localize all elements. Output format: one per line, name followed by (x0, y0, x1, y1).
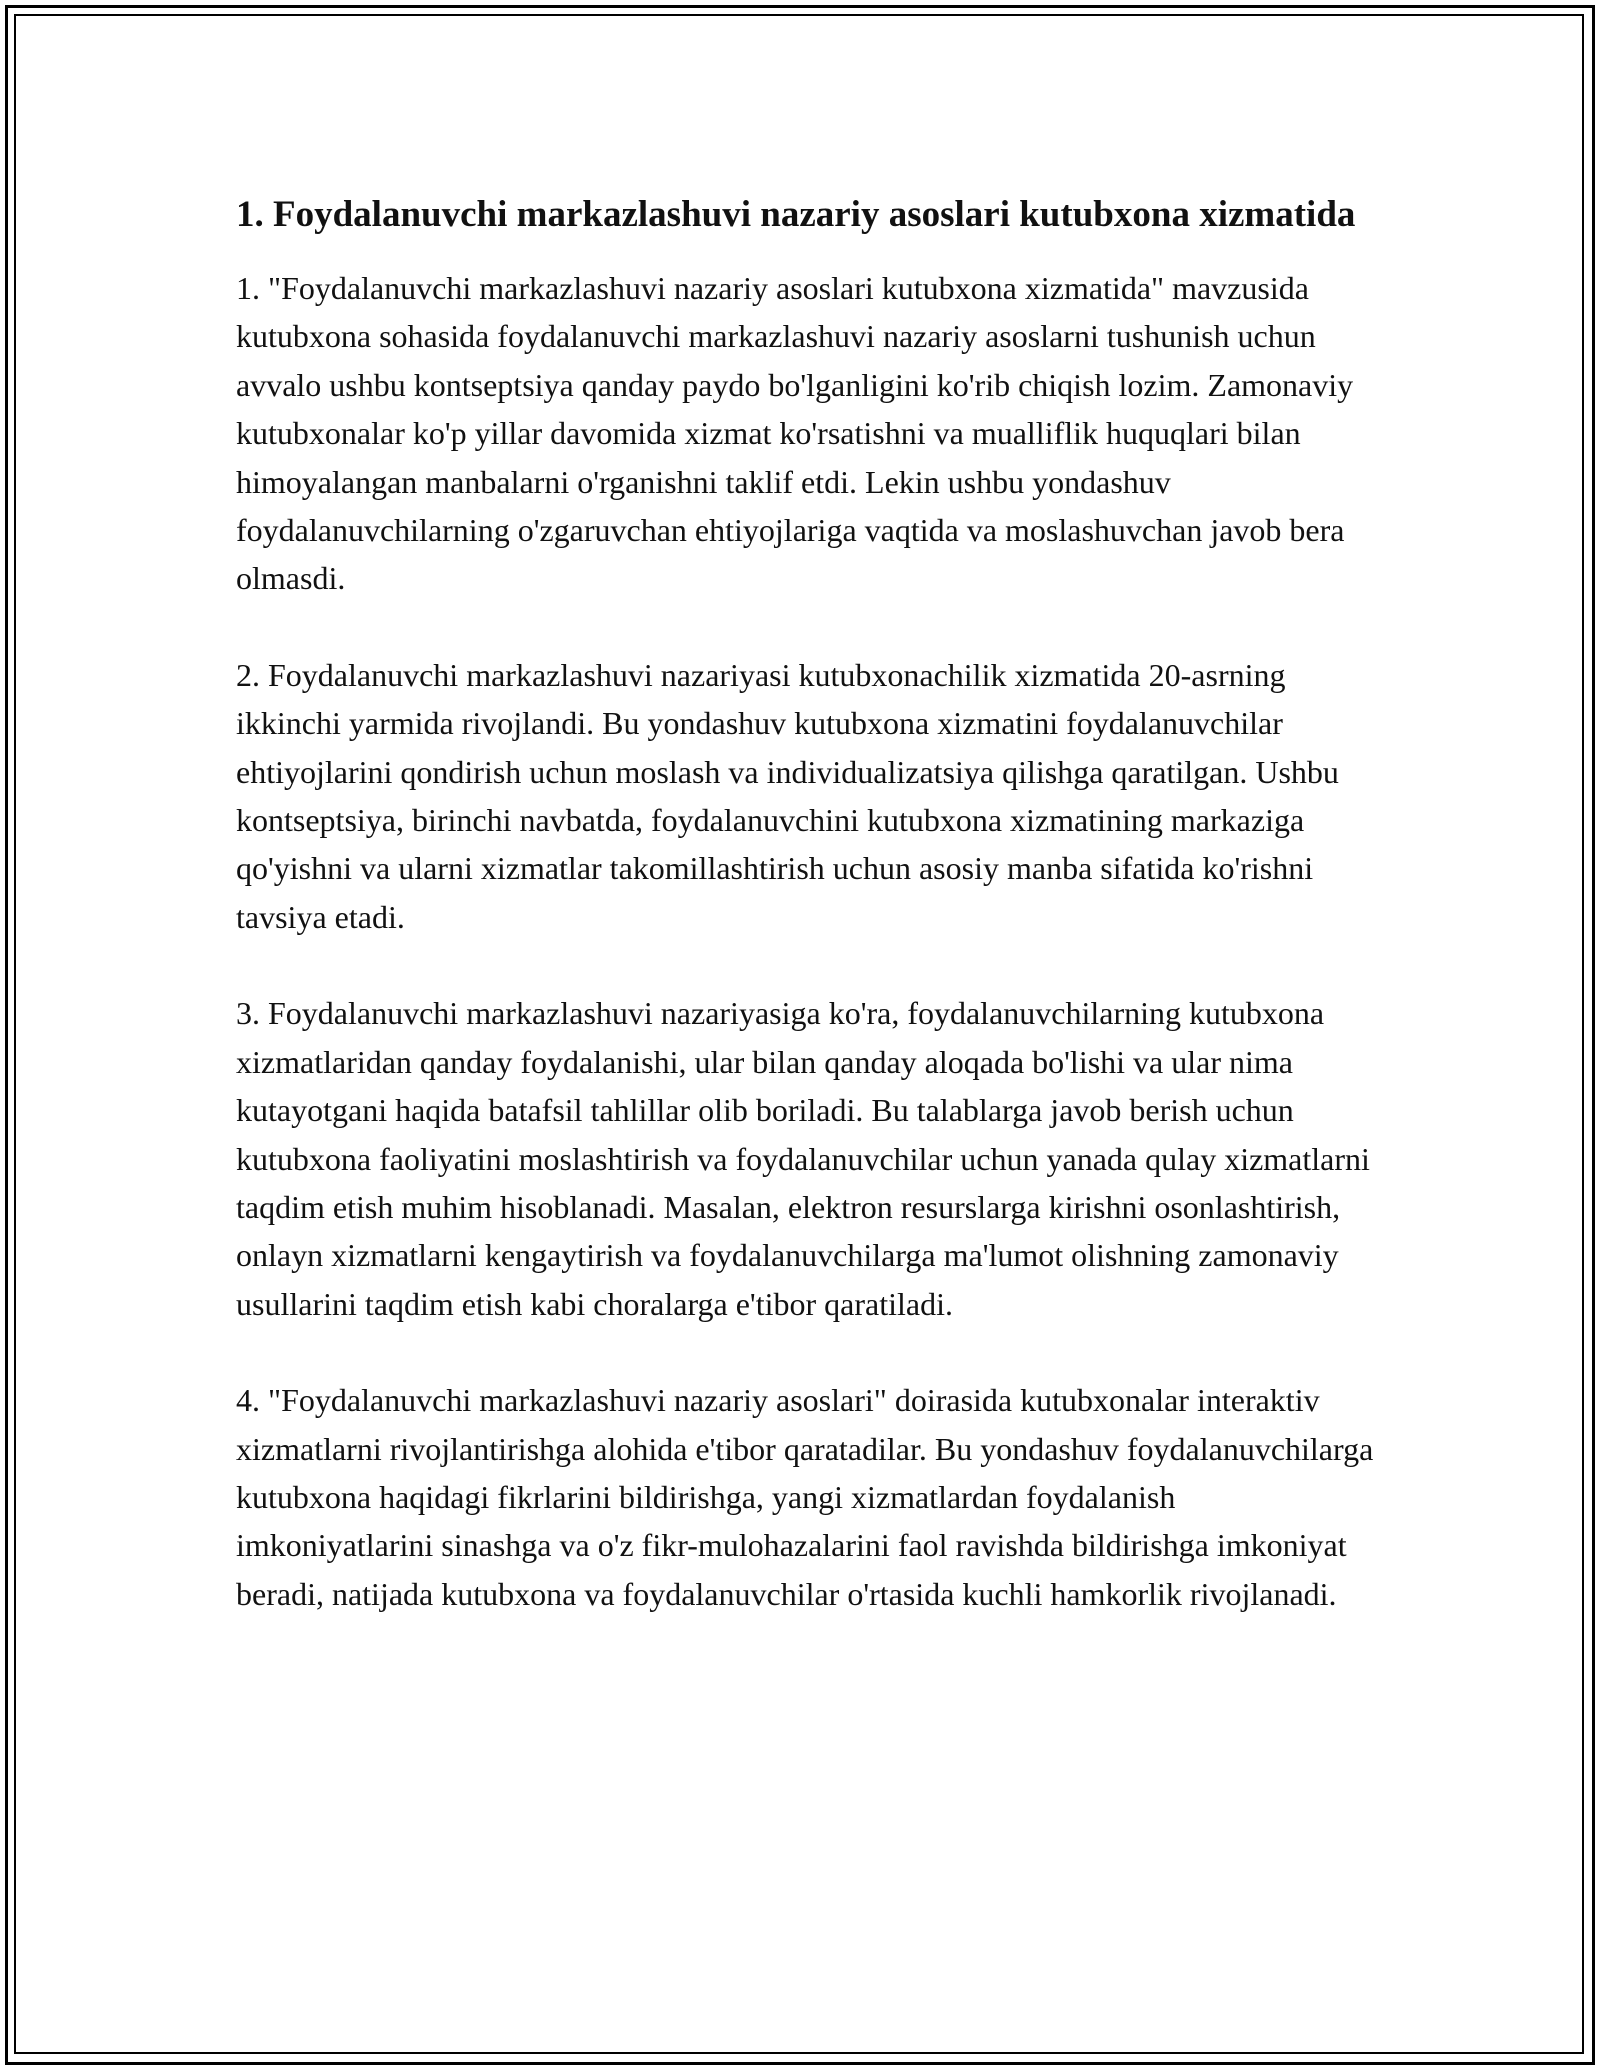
paragraph-3: 3. Foydalanuvchi markazlashuvi nazariyasiga ko'ra, foydalanuvchilarning kutubxona xizmatlaridan qanday foydalanishi, ular bilan qanday aloqada bo'lishi va ular nima kutayotgani haqida batafsil tahlillar olib boriladi. Bu talablarga javob berish uchun kutubxona faoliyatini moslashtirish va foydalanuvchilar uchun yanada qulay xizmatlarni taqdim etish muhim hisoblanadi. Masalan, elektron resurslarga kirishni osonlashtirish, onlayn xizmatlarni kengaytirish va foydalanuvchilarga ma'lumot olishning zamonaviy usullarini taqdim etish kabi choralarga e'tibor qaratiladi. (236, 995, 1370, 1322)
document-title: 1. Foydalanuvchi markazlashuvi nazariy asoslari kutubxona xizmatida (236, 194, 1356, 235)
document-body (236, 188, 1376, 1666)
paragraph-2: 2. Foydalanuvchi markazlashuvi nazariyasi kutubxonachilik xizmatida 20-asrning ikkinchi yarmida rivojlandi. Bu yondashuv kutubxona xizmatini foydalanuvchilar ehtiyojlarini qondirish uchun moslash va individualizatsiya qilishga qaratilgan. Ushbu kontseptsiya, birinchi navbatda, foydalanuvchini kutubxona xizmatining markaziga qo'yishni va ularni xizmatlar takomillashtirish uchun asosiy manba sifatida ko'rishni tavsiya etadi. (236, 656, 1339, 935)
paragraph-1: 1. "Foydalanuvchi markazlashuvi nazariy asoslari kutubxona xizmatida" mavzusida kutubxona sohasida foydalanuvchi markazlashuvi nazariy asoslarni tushunish uchun avvalo ushbu kontseptsiya qanday paydo bo'lganligini ko'rib chiqish lozim. Zamonaviy kutubxonalar ko'p yillar davomida xizmat ko'rsatishni va mualliflik huquqlari bilan himoyalangan manbalarni o'rganishni taklif etdi. Lekin ushbu yondashuv foydalanuvchilarning o'zgaruvchan ehtiyojlariga vaqtida va moslashuvchan javob bera olmasdi. (236, 270, 1354, 597)
paragraph-4: 4. "Foydalanuvchi markazlashuvi nazariy asoslari" doirasida kutubxonalar interaktiv xizmatlarni rivojlantirishga alohida e'tibor qaratadilar. Bu yondashuv foydalanuvchilarga kutubxona haqidagi fikrlarini bildirishga, yangi xizmatlardan foydalanish imkoniyatlarini sinashga va o'z fikr-mulohazalarini faol ravishda bildirishga imkoniyat beradi, natijada kutubxona va foydalanuvchilar o'rtasida kuchli hamkorlik rivojlanadi. (236, 1382, 1374, 1612)
